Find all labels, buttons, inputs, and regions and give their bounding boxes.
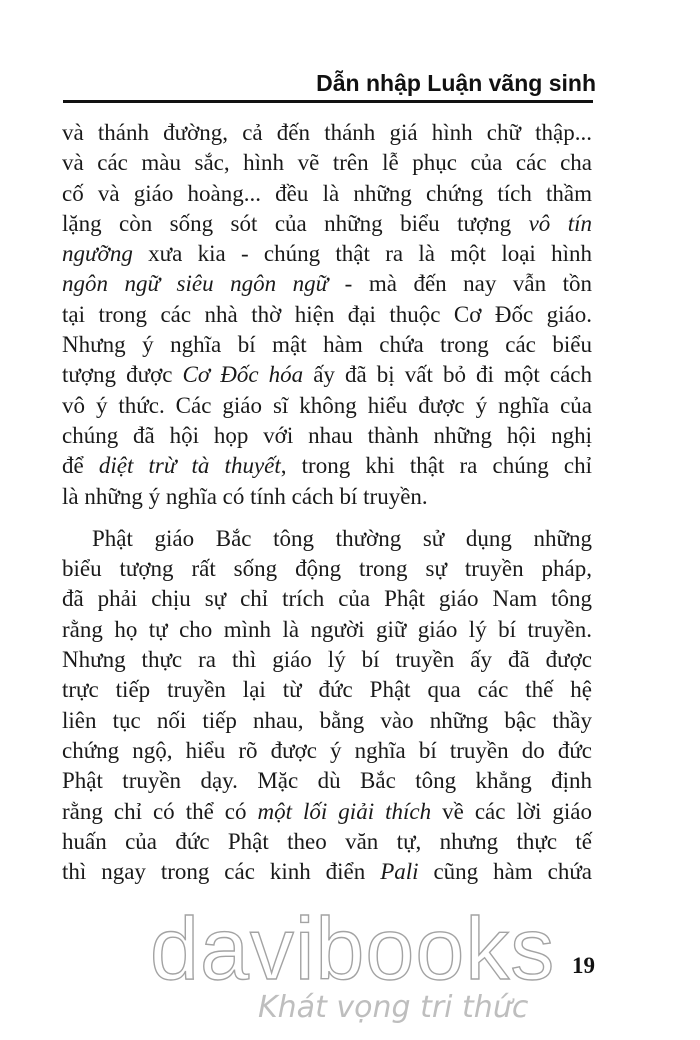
text-line [62,706,592,736]
italic-run: Cơ Đốc hóa [182,362,304,388]
text-run: là những ý nghĩa có tính cách bí truyền. [62,483,428,509]
text-line [62,300,592,330]
watermark-tagline: Khát vọng tri thức [258,990,529,1025]
text-run: Phật giáo Bắc tông thường sử dụng những [92,525,592,551]
text-run: thì ngay trong các kinh điển [62,859,381,885]
text-line [62,524,592,554]
text-run: huấn của đức Phật theo văn tự, nhưng thực tế [62,828,592,854]
text-run: tượng được [62,362,183,388]
text-line [62,827,592,857]
italic-run: một lối giải thích [257,798,432,824]
text-run: chứng ngộ, hiểu rõ được ý nghĩa bí truyền do đức [62,737,592,763]
text-run: đã phải chịu sự chỉ trích của Phật giáo Nam tông [62,586,592,612]
text-line [62,736,592,766]
text-line [62,797,592,827]
text-line [62,584,592,614]
text-run: Phật truyền dạy. Mặc dù Bắc tông khẳng định [62,768,592,794]
text-line [62,857,592,887]
text-run: vô ý thức. Các giáo sĩ không hiểu được ý nghĩa của [62,392,592,418]
text-run: tại trong các nhà thờ hiện đại thuộc Cơ Đốc giáo. [62,301,592,327]
text-run: liên tục nối tiếp nhau, bằng vào những bậc thầy [62,707,592,733]
text-run: , trong khi thật ra chúng chỉ [280,453,592,479]
text-run: rằng họ tự cho mình là người giữ giáo lý bí truyền. [62,616,592,642]
watermark-brand: davibooks [150,899,556,998]
text-run: rằng chỉ có thể có [62,798,258,824]
running-header-title: Dẫn nhập Luận vãng sinh [316,70,596,96]
text-run: và thánh đường, cả đến thánh giá hình chữ thập... [62,120,592,145]
text-run: và các màu sắc, hình vẽ trên lễ phục của các cha [62,150,592,176]
italic-run: Pali [380,859,419,885]
body-text [62,118,592,887]
text-run: cố và giáo hoàng... đều là những chứng tích thầm [62,180,592,206]
header-rule [63,100,593,103]
page-number: 19 [572,953,595,978]
text-run: - mà đến nay vẫn tồn [328,271,592,297]
text-line [62,451,592,481]
text-run: ấy đã bị vất bỏ đi một cách [303,362,593,388]
text-line [62,391,592,421]
text-run: về các lời giáo [431,798,592,824]
text-run: cũng hàm chứa [418,859,592,885]
text-line [62,179,592,209]
text-run: biểu tượng rất sống động trong sự truyền pháp, [62,556,592,582]
text-run: xưa kia - chúng thật ra là một loại hình [132,241,592,267]
text-line [62,615,592,645]
text-line [62,554,592,584]
text-run: lặng còn sống sót của những biểu tượng [62,210,529,236]
text-line [62,239,592,269]
paragraph [62,524,592,888]
text-line [62,360,592,390]
paragraph [62,118,592,512]
text-line [62,269,592,299]
text-run: Nhưng thực ra thì giáo lý bí truyền ấy đã được [62,647,592,673]
text-line [62,330,592,360]
text-line [62,645,592,675]
italic-run: ngưỡng [62,241,133,267]
text-run: trực tiếp truyền lại từ đức Phật qua các thế hệ [62,677,592,703]
italic-run: diệt trừ tà thuyết [98,453,281,479]
text-run: chúng đã hội họp với nhau thành những hội nghị [62,422,592,448]
text-line [62,209,592,239]
text-line [62,675,592,705]
italic-run: vô tín [528,210,592,236]
italic-run: ngôn ngữ siêu ngôn ngữ [62,271,329,297]
text-line [62,482,592,512]
text-line [62,766,592,796]
text-run: để [62,453,99,479]
paragraph-gap [62,512,592,524]
text-line [62,421,592,451]
text-run: Nhưng ý nghĩa bí mật hàm chứa trong các biểu [62,332,592,358]
text-line [62,148,592,178]
text-line [62,118,592,148]
